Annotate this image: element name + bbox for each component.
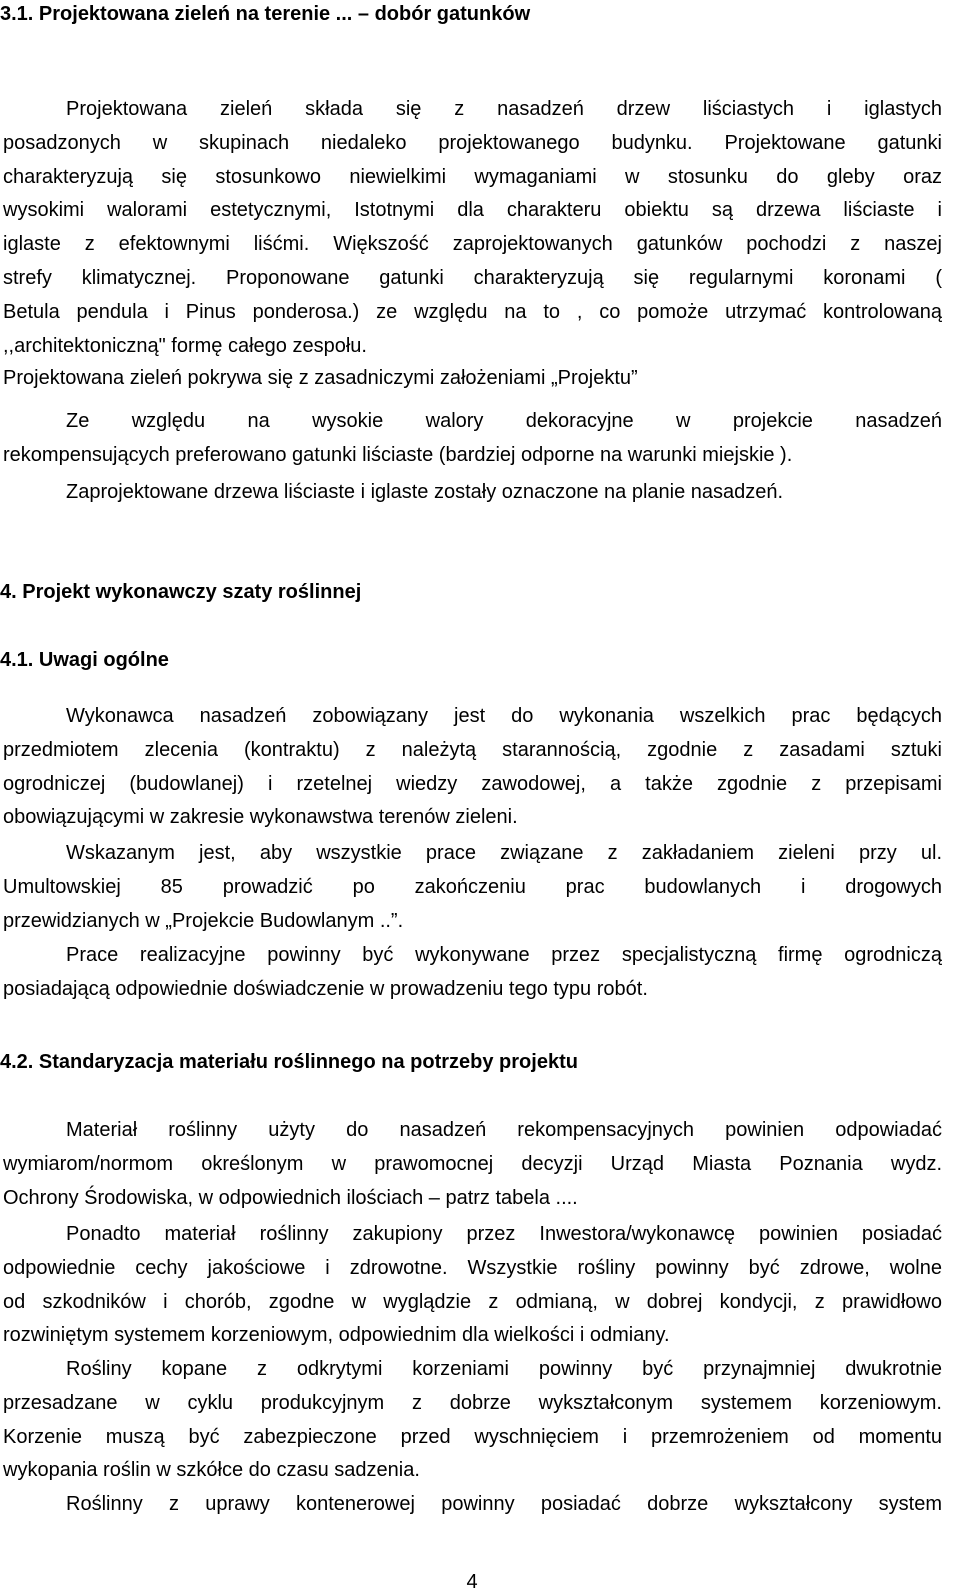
section-heading-3-1: 3.1. Projektowana zieleń na terenie ... – dobór gatunków xyxy=(0,3,531,25)
text-line: przedmiotem zlecenia (kontraktu) z należytą starannością, zgodnie z zasadami sztuki xyxy=(3,738,942,761)
text-line: odpowiednie cechy jakościowe i zdrowotne. Wszystkie rośliny powinny być zdrowe, wolne xyxy=(3,1256,942,1279)
text-line: rozwiniętym systemem korzeniowym, odpowiednim dla wielkości i odmiany. xyxy=(3,1324,670,1347)
paragraph-4-2-quality xyxy=(3,1218,942,1353)
text-line: Zaprojektowane drzewa liściaste i iglaste zostały oznaczone na planie nasadzeń. xyxy=(66,481,784,503)
text-line: posadzonych w skupinach niedaleko projektowanego budynku. Projektowane gatunki xyxy=(3,131,942,154)
text-line: charakteryzują się stosunkowo niewielkimi wymaganiami w stosunku do gleby oraz xyxy=(3,165,942,188)
paragraph-4-1-company xyxy=(3,939,942,1007)
text-line: Wskazanym jest, aby wszystkie prace związane z zakładaniem zieleni przy ul. xyxy=(66,842,942,864)
text-line: wymiarom/normom określonym w prawomocnej decyzji Urząd Miasta Poznania wydz. xyxy=(3,1152,942,1175)
section-heading-4-2: 4.2. Standaryzacja materiału roślinnego na potrzeby projektu xyxy=(0,1051,578,1073)
text-line: przesadzane w cyklu produkcyjnym z dobrze wykształconym systemem korzeniowym. xyxy=(3,1391,942,1414)
text-line: posiadającą odpowiednie doświadczenie w prowadzeniu tego typu robót. xyxy=(3,977,648,1000)
text-line: iglaste z efektownymi liśćmi. Większość zaprojektowanych gatunków pochodzi z naszej xyxy=(3,233,942,256)
text-line: strefy klimatycznej. Proponowane gatunki charakteryzują się regularnymi koronami ( xyxy=(3,266,942,289)
text-line: Prace realizacyjne powinny być wykonywane przez specjalistyczną firmę ogrodniczą xyxy=(66,944,942,966)
section-heading-4: 4. Projekt wykonawczy szaty roślinnej xyxy=(0,581,362,603)
text-line: Ze względu na wysokie walory dekoracyjne w projekcie nasadzeń xyxy=(66,410,942,432)
text-line: Ponadto materiał roślinny zakupiony przez Inwestora/wykonawcę powinien posiadać xyxy=(66,1223,942,1245)
paragraph-3-1-decorative xyxy=(3,405,942,473)
text-line: Rośliny kopane z odkrytymi korzeniami powinny być przynajmniej dwukrotnie xyxy=(66,1358,942,1380)
text-line: Materiał roślinny użyty do nasadzeń rekompensacyjnych powinien odpowiadać xyxy=(66,1119,942,1141)
text-line: Umultowskiej 85 prowadzić po zakończeniu prac budowlanych i drogowych xyxy=(3,875,942,898)
text-line: rekompensujących preferowano gatunki liściaste (bardziej odporne na warunki miejskie ). xyxy=(3,443,793,466)
text-line: Korzenie muszą być zabezpieczone przed wyschnięciem i przemrożeniem od momentu xyxy=(3,1425,942,1448)
text-line: wysokimi walorami estetycznymi, Istotnymi dla charakteru obiektu są drzewa liściaste i xyxy=(3,199,942,222)
text-line: Wykonawca nasadzeń zobowiązany jest do wykonania wszelkich prac będących xyxy=(66,705,942,727)
text-line: Roślinny z uprawy kontenerowej powinny posiadać dobrze wykształcony system xyxy=(66,1493,942,1515)
paragraph-4-2-material xyxy=(3,1114,942,1215)
text-line: Betula pendula i Pinus ponderosa.) ze względu na to , co pomoże utrzymać kontrolowaną xyxy=(3,300,942,323)
text-line: Ochrony Środowiska, w odpowiednich ilościach – patrz tabela .... xyxy=(3,1186,578,1209)
text-line: Projektowana zieleń składa się z nasadzeń drzew liściastych i iglastych xyxy=(66,98,942,120)
text-line: od szkodników i chorób, zgodne w wyglądzie z odmianą, w dobrej kondycji, z prawidłowo xyxy=(3,1290,942,1313)
text-line: Projektowana zieleń pokrywa się z zasadniczymi założeniami „Projektu” xyxy=(3,367,638,389)
paragraph-4-1-timing xyxy=(3,837,942,938)
section-heading-4-1: 4.1. Uwagi ogólne xyxy=(0,649,169,671)
text-line: ogrodniczej (budowlanej) i rzetelnej wiedzy zawodowej, a także zgodnie z przepisami xyxy=(3,772,942,795)
paragraph-3-1-intro xyxy=(3,93,942,363)
text-line: przewidzianych w „Projekcie Budowlanym ..”. xyxy=(3,909,404,932)
text-line: obowiązującymi w zakresie wykonawstwa terenów zieleni. xyxy=(3,806,518,829)
paragraph-4-2-bare-root xyxy=(3,1353,942,1488)
paragraph-4-1-contractor xyxy=(3,700,942,835)
text-line: ,,architektoniczną" formę całego zespołu. xyxy=(3,334,367,357)
paragraph-4-2-container xyxy=(3,1488,942,1522)
page-number: 4 xyxy=(466,1571,478,1593)
text-line: wykopania roślin w szkółce do czasu sadzenia. xyxy=(3,1459,420,1482)
paragraph-3-1-assumptions xyxy=(3,362,942,396)
paragraph-3-1-plan-note xyxy=(3,476,942,510)
